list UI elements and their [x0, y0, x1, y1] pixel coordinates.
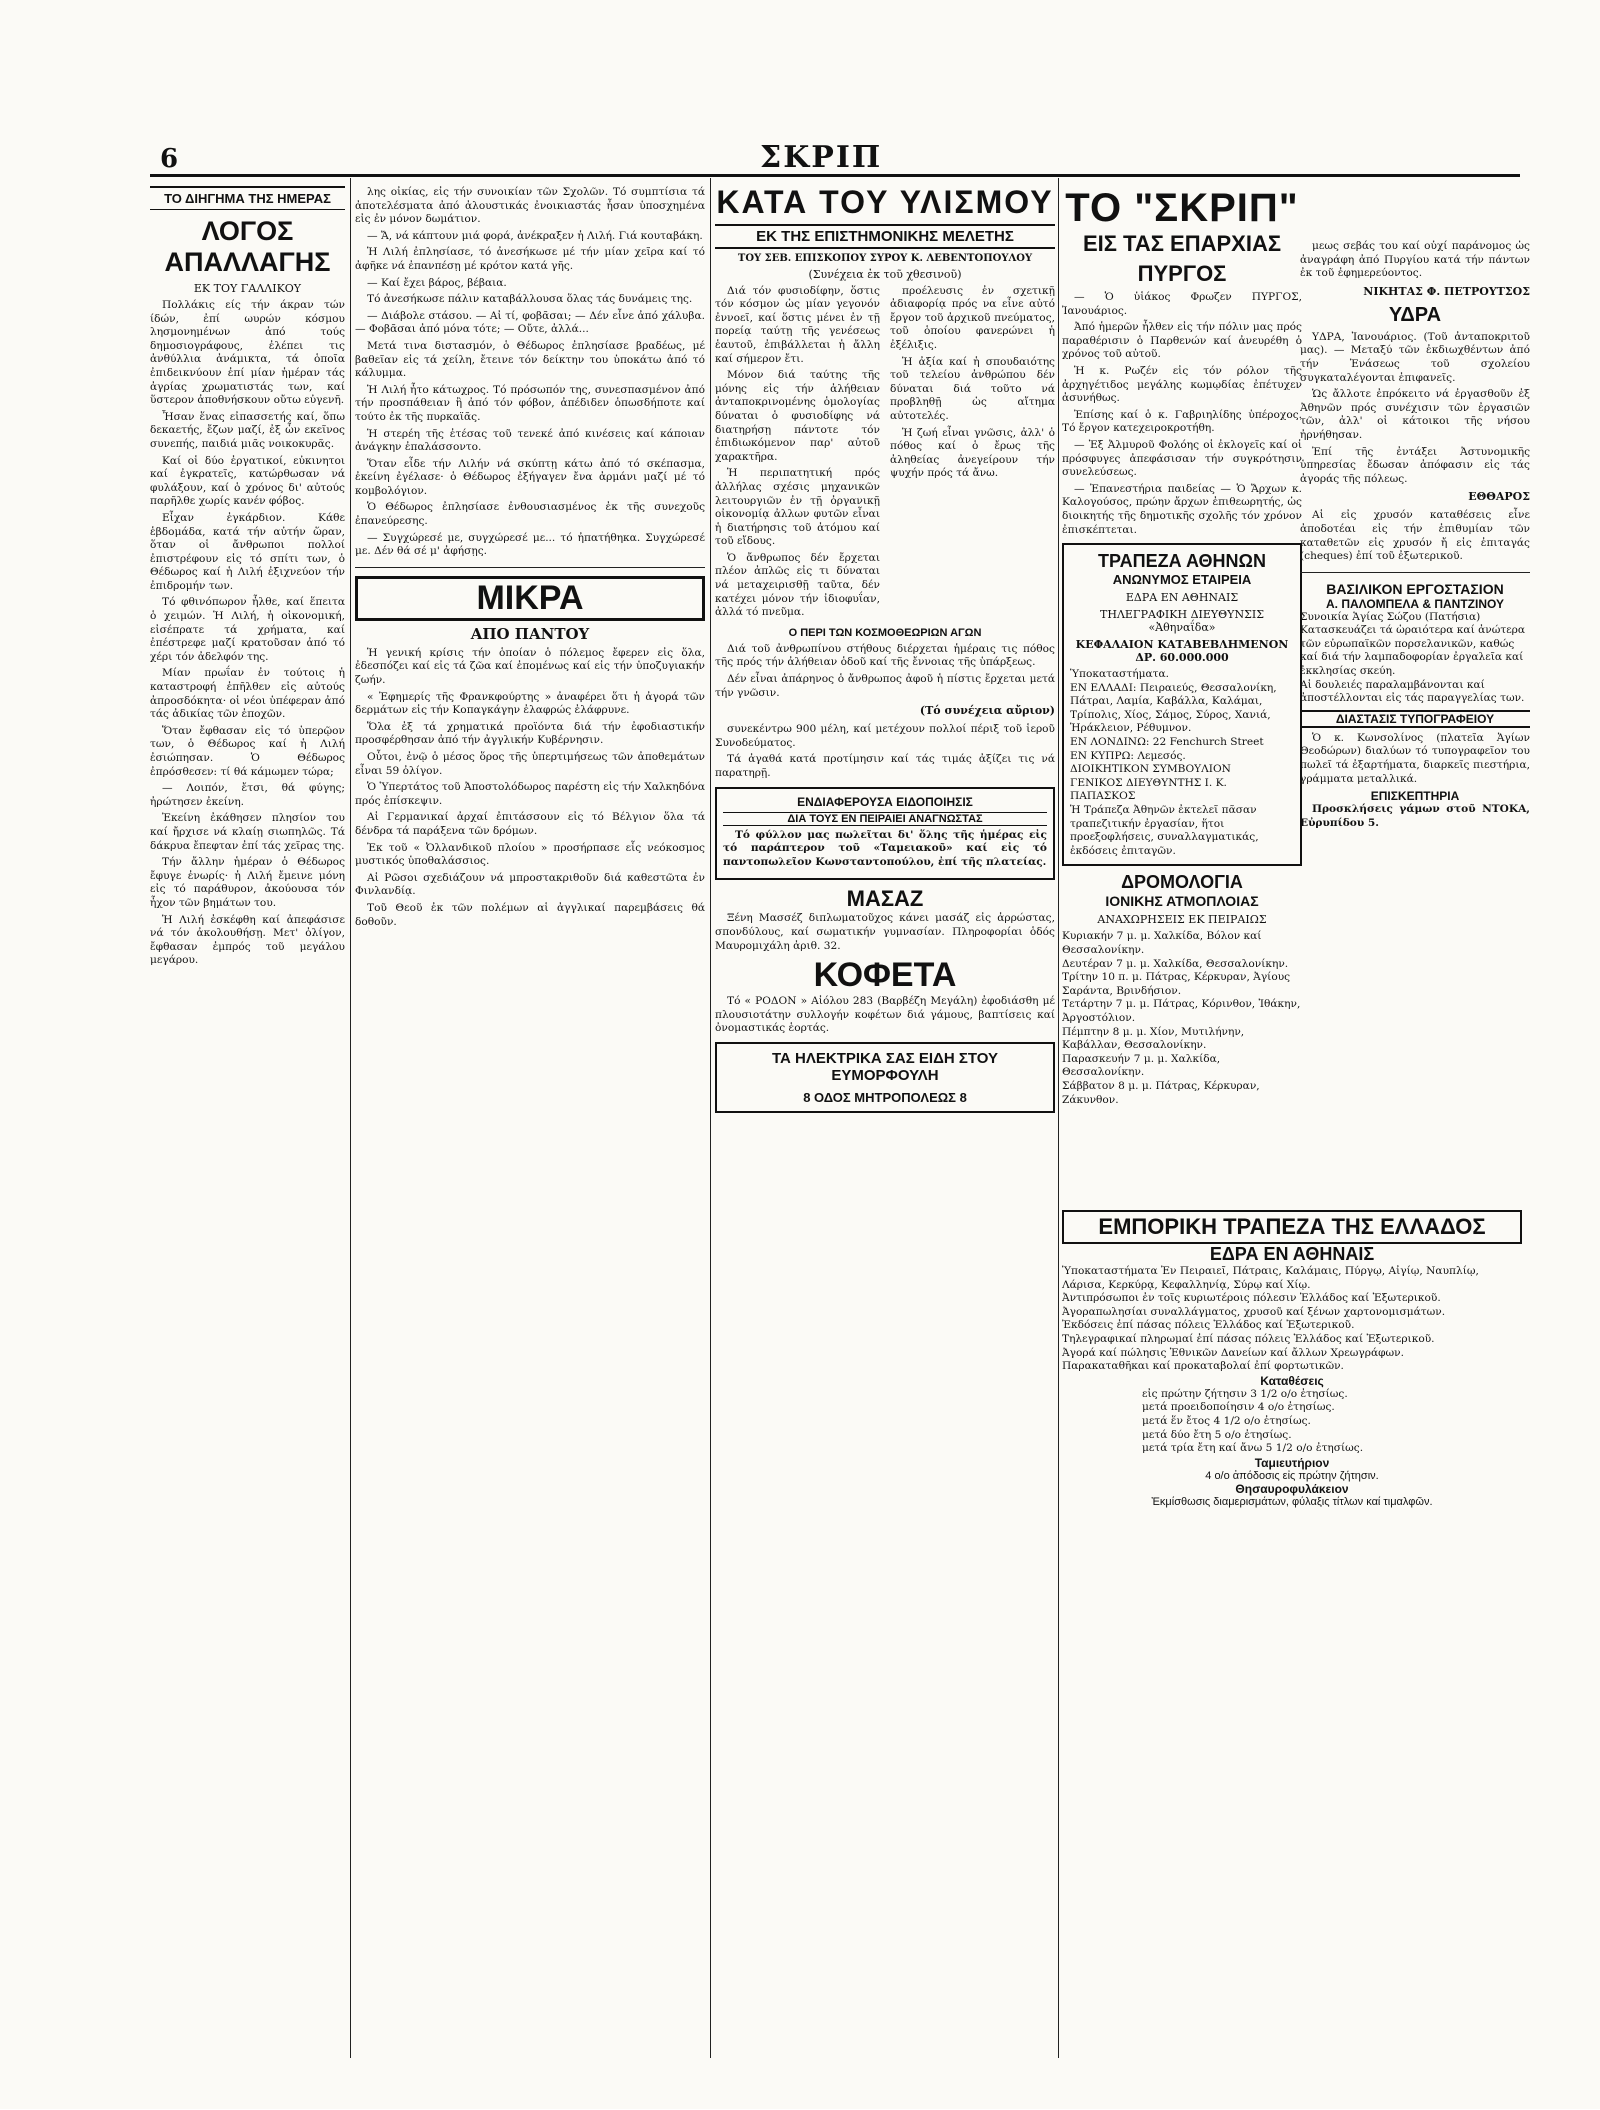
article-paragraph: Ἡ ζωή εἶναι γνῶσις, ἀλλ' ὁ πόθος καί ὁ ἔρως τῆς ἀληθείας ἀνεγείρουν τήν ψυχήν πρός τά ἄνω. [890, 426, 1055, 480]
vault-title: Θησαυροφυλάκειον [1235, 1481, 1349, 1496]
provinces-big-title: ΤΟ "ΣΚΡΙΠ" [1065, 186, 1299, 230]
column-rule [1058, 178, 1059, 2058]
itinerary-line: Παρασκευήν 7 μ. μ. Χαλκίδα, Θεσσαλονίκην. [1062, 1052, 1221, 1079]
sub-article-sign: (Τό συνέχεια αὔριον) [919, 704, 1055, 718]
itinerary-line: Σάββατον 8 μ. μ. Πάτρας, Κέρκυραν, Ζάκυνθον. [1062, 1079, 1260, 1106]
electrical-ad [715, 1042, 1055, 1113]
mikra-body [355, 647, 705, 929]
article-continuation: (Συνέχεια ἐκ τοῦ χθεσινοῦ) [808, 267, 962, 281]
visit-text: Προσκλήσεις γάμων στοῦ ΝΤΟΚΑ, Εὐρυπίδου 5. [1300, 803, 1530, 829]
notice-box-title: ΕΝΔΙΑΦΕΡΟΥΣΑ ΕΙΔΟΠΟΙΗΣΙΣ [797, 794, 973, 809]
provinces-paragraph: — Ἐξ Ἀλμυροῦ Φολόης οἱ ἐκλογεῖς καί οἱ πρόσφυγες ἀπεφάσισαν τήν συγκρότησιν συνελεύσεως. [1062, 438, 1302, 479]
divider [1300, 572, 1530, 573]
electrical-ad-address: 8 ΟΔΟΣ ΜΗΤΡΟΠΟΛΕΩΣ 8 [803, 1089, 967, 1105]
visit-title: ΕΠΙΣΚΕΠΤΗΡΙΑ [1370, 789, 1460, 804]
notice-paragraph: Τά ἀγαθά κατά προτίμησιν καί τάς τιμάς ἀξίζει τις νά παρατηρῇ. [715, 753, 1055, 779]
bank-line: Ἡ Τράπεζα Ἀθηνῶν ἐκτελεῖ πᾶσαν τραπεζιτικήν ἐργασίαν, ἥτοι προεξοφλήσεις, συναλλαγματικάς, ἐκδόσεις ἐπιταγῶν. [1070, 804, 1259, 857]
story-paragraph: Τήν ἄλλην ἡμέραν ὁ Θέδωρος ἔφυγε ἐνωρίς· ἡ Λιλή ἔμεινε μόνη εἰς τό παράθυρον, ἀκούουσα τόν ἦχον τῶν βημάτων του. [150, 856, 345, 909]
article-paragraph: Ἡ περιπατητική πρός ἀλλήλας σχέσις μηχανικῶν λειτουργιῶν ἐν τῇ ὀργανικῇ οἰκονομίᾳ ἀλλων φυτῶν εἶναι ἡ διατήρησις τοῦ ἀτόμου καί τοῦ εἴδους. [715, 467, 880, 548]
mikra-paragraph: Αἱ Ρῶσοι σχεδιάζουν νά μπροστακριθοῦν διά καθεστῶτα ἐν Φινλανδίᾳ. [355, 871, 705, 898]
continuation-paragraph: — Διάβολε στάσου. — Αἰ τί, φοβᾶσαι; — Δέν εἶνε ἀπό χάλυβα. — Φοβᾶσαι ἀπό μόνα τότε; — Οὔτε, ἀλλά... [355, 309, 705, 336]
provinces-paragraph: — Ὁ ὑἱάκος Φρωζεν ΠΥΡΓΟΣ, Ἰανουάριος. [1062, 291, 1302, 317]
bank-telegraphic: ΤΗΛΕΓΡΑΦΙΚΗ ΔΙΕΥΘΥΝΣΙΣ «Ἀθηναΐδα» [1100, 608, 1264, 635]
sub-article-body [715, 643, 1055, 700]
continuation-paragraph: Ἡ Λιλή ἦτο κάτωχρος. Τό πρόσωπόν της, συνεσπασμένον ἀπό τήν προσπάθειαν ἢ ἀπό τόν φόβον, ἀπέδιδεν ὁπωσδήποτε καί τούτο ἐκ τῆς πυρκαϊᾶς. [355, 383, 705, 423]
itinerary-line: Τρίτην 10 π. μ. Πάτρας, Κέρκυραν, Ἀγίους Σαράντα, Βρινδήσιον. [1062, 971, 1291, 997]
commercial-bank-line: Ἀγορά καί πώλησις Ἐθνικῶν Δανείων καί ἄλλων Χρεωγράφων. [1062, 1346, 1404, 1359]
story-paragraph: Ἐκείνη ἐκάθησεν πλησίον του καί ἤρχισε νά κλαίῃ σιωπηλῶς. Τά δάκρυα ἔπεφταν ἐπί τάς χεῖρας της. [150, 812, 345, 852]
bank-title: ΤΡΑΠΕΖΑ ΑΘΗΝΩΝ [1098, 551, 1266, 572]
itineraries-title: ΔΡΟΜΟΛΟΓΙΑ [1121, 872, 1243, 893]
print-text: Ὁ κ. Κωνσολίνος (πλατεῖα Ἁγίων Θεοδώρων) διαλύων τό τυπογραφεῖον του πωλεῖ τά ἐξαρτήματα, διαρκεῖς πιεστήρια, γράμματα μεταλλικά. [1300, 731, 1530, 785]
deposit-line: μετά δύο ἔτη 5 ο/ο ἐτησίως. [1142, 1428, 1292, 1441]
bank-athens-ad [1062, 543, 1302, 866]
continuation-paragraph: — Ἄ, νά κάπτουν μιά φορά, ἀνέκραξεν ἡ Λιλή. Γιά κουταβάκη. [367, 229, 703, 242]
itineraries-subtitle: ΑΝΑΧΩΡΗΣΕΙΣ ΕΚ ΠΕΙΡΑΙΩΣ [1097, 913, 1267, 927]
factory-line: Συνοικία Ἁγίας Σώζου (Πατήσια) [1300, 610, 1481, 623]
article-paragraph: Μόνον διά ταύτης τῆς μόνης εἰς τήν ἀλήθειαν ἀνταποκρινομένης ὁμολογίας δύναται ὁ φυσιοδίφης νά διατηρήσῃ πάντοτε τόν ἐπιδιωκόμενον παρ' αὐτοῦ χαρακτῆρα. [715, 369, 880, 463]
factory-subtitle: Α. ΠΑΛΟΜΠΕΛΑ & ΠΑΝΤΖΙΝΟΥ [1325, 596, 1504, 611]
ydra-paragraph: Ἐπί τῆς ἐντάξει Ἀστυνομικῆς ὑπηρεσίας ἔδωσαν ἀπόφασιν εἰς τάς ἀγοράς τῆς πόλεως. [1300, 445, 1530, 485]
deposits-title: Καταθέσεις [1260, 1373, 1324, 1388]
commercial-bank-line: Ἀγοραπωλησίαι συναλλάγματος, χρυσοῦ καί ξένων χαρτονομισμάτων. [1062, 1305, 1446, 1318]
sub-article-paragraph: Διά τοῦ ἀνθρωπίνου στήθους διέρχεται ἡμέραις τις πόθος τῆς πρός τήν ἀλήθειαν ὁδοῦ καί τῆς ἔννοιας τῆς ὑπάρξεως. [715, 642, 1055, 669]
electrical-ad-title: ΤΑ ΗΛΕΚΤΡΙΚΑ ΣΑΣ ΕΙΔΗ ΣΤΟΥ ΕΥΜΟΡΦΟΥΛΗ [772, 1049, 998, 1084]
story-paragraph: Εἶχαν ἐγκάρδιον. Κάθε ἑβδομάδα, κατά τήν αὐτήν ὥραν, ὅταν οἱ ἄνθρωποι πολλοί ἐπιστρέφουν εἰς τό σπίτι των, ὁ Θέδωρος καί ἡ Λιλή ἐξιχνεύον τήν ἐπιδρομήν των. [150, 511, 345, 592]
deposits-lines [1062, 1388, 1522, 1456]
itineraries-company: ΙΟΝΙΚΗΣ ΑΤΜΟΠΛΟΙΑΣ [1105, 893, 1259, 910]
column-provinces [1062, 186, 1302, 2056]
story-body [150, 299, 345, 968]
bank-lines [1070, 668, 1294, 858]
ydra-paragraph: Ὡς ἄλλοτε ἐπρόκειτο νά ἐργασθοῦν ἐξ Ἀθηνῶν πρός συνέχισιν τῶν ἐργασιῶν τῶν, ἀλλ' οἱ κάτοικοι τῆς νήσου ἠρνήθησαν. [1300, 388, 1530, 441]
article-author: ΤΟΥ ΣΕΒ. ΕΠΙΣΚΟΠΟΥ ΣΥΡΟΥ Κ. ΛΕΒΕΝΤΟΠΟΥΛΟΥ [737, 252, 1033, 264]
mikra-paragraph: « Ἐφημερίς τῆς Φρανκφούρτης » ἀναφέρει ὅτι ἡ ἀγορά τῶν δερμάτων εἰς τήν Κοπαγκάγην ἐλαφρώς ἐλάφρυνε. [355, 690, 705, 717]
sub-article-title: Ο ΠΕΡΙ ΤΩΝ ΚΟΣΜΟΘΕΩΡΙΩΝ ΑΓΩΝ [788, 626, 982, 639]
commercial-bank-line: Ἐκδόσεις ἐπί πάσας πόλεις Ἑλλάδος καί Ἐξωτερικοῦ. [1062, 1319, 1355, 1332]
mikra-paragraph: Τοῦ Θεοῦ ἐκ τῶν πολέμων αἱ ἀγγλικαί παρεμβάσεις θά δοθοῦν. [355, 901, 705, 928]
notice-paragraph: συνεκέντρω 900 μέλη, καί μετέχουν πολλοί πέριξ τοῦ ἱεροῦ Συνοδεύματος. [715, 723, 1055, 749]
sub-article-paragraph: Δέν εἶναι ἀπάρηνος ὁ ἄνθρωπος ἀφοῦ ἡ πίστις ἔρχεται μετά τήν γνῶσιν. [715, 673, 1055, 699]
column-rule [710, 178, 711, 2058]
section-ydra: ΥΔΡΑ [1388, 303, 1442, 326]
page-number: 6 [160, 144, 179, 174]
continuation-paragraph: λης οἰκίας, εἰς τήν συνοικίαν τῶν Σχολῶν. Τό συμπτίσια τά ἀποτελέσματα ἀπό ἀλουστικάς ἐνοικιαστάς ἦσαν ὑποσχημένα εἰς ἐν μόνον δωμάτιον. [355, 186, 705, 226]
mikra-title: ΜΙΚΡΑ [355, 576, 705, 621]
masaz-title: ΜΑΣΑΖ [846, 886, 924, 912]
article-paragraph: Ὁ ἄνθρωπος δέν ἔρχεται πλέον ἀπλῶς εἰς τι δύναται νά μεταχειρισθῇ ταῦτα, δέν κατέχει μόνον τήν ἰδιοφυΐαν, ἀλλά τό πνεῦμα. [715, 551, 880, 619]
itinerary-line: Δευτέραν 7 μ. μ. Χαλκίδα, Θεσσαλονίκην. [1062, 957, 1289, 970]
article-subtitle: ΕΚ ΤΗΣ ΕΠΙΣΤΗΜΟΝΙΚΗΣ ΜΕΛΕΤΗΣ [715, 224, 1055, 249]
mikra-paragraph: Αἱ Γερμανικαί ἀρχαί ἐπιτάσσουν εἰς τό Βέλγιον ὅλα τά δένδρα τά παράξενα τῶν δρόμων. [355, 811, 705, 837]
ydra-paragraph: ΥΔΡΑ, Ἰανουάριος. (Τοῦ ἀνταποκριτοῦ μας). — Μεταξύ τῶν ἐκδιωχθέντων ἀπό τήν Ἐνάσεως τοῦ σχολείου συγκαταλέγονται ἐπιφανεῖς. [1300, 330, 1530, 384]
continuation-paragraph: — Συγχώρεσέ με, συγχώρεσέ με... τό ἠπατήθηκα. Συγχώρεσέ με. Δέν θά σέ μ' ἀφήσῃς. [355, 531, 705, 558]
provinces-paragraph: Ἀπό ἡμερῶν ἦλθεν εἰς τήν πόλιν μας πρός παραθέρισιν ὁ Παρθενών καί ἀνευρέθη ὁ χρόνος τοῦ αὐτοῦ. [1062, 321, 1302, 361]
page-header [150, 140, 1520, 177]
itinerary-line: Τετάρτην 7 μ. μ. Πάτρας, Κόρινθον, Ἰθάκην, Ἀργοστόλιον. [1062, 998, 1301, 1024]
story-paragraph: Ἡ Λιλή ἐσκέφθη καί ἀπεφάσισε νά τόν ἀκολουθήσῃ. Μετ' ὀλίγον, ἔφθασαν ἐμπρός τοῦ μεγάλου μεγάρου. [150, 913, 345, 967]
bank-line: ΕΝ ΕΛΛΑΔΙ: Πειραιεύς, Θεσσαλονίκη, Πάτραι, Λαμία, Καβάλλα, Καλάμαι, Τρίπολις, Χίος, Σάμος, Σύρος, Χανιά, Ἡράκλειον, Ρέθυμνον. [1070, 681, 1277, 735]
column-right [1300, 240, 1530, 2110]
factory-line: Κατασκευάζει τά ὡραιότερα καί ἀνώτερα τῶν εὐρωπαϊκῶν πορσελανικῶν, καθώς καί διά τήν λαμπαδοφορίαν ἐργαλεῖα καί ἐκκλησίας σκεύη. [1300, 624, 1526, 678]
continuation-paragraph: Ὅταν εἶδε τήν Λιλήν νά σκύπτῃ κάτω ἀπό τό σκέπασμα, ἐκείνη ἐγέλασε· ὁ Θέδωρος ἐξήγαγεν ἔνα ἀρμάνι μαζί μέ τό κομβολόγιον. [355, 457, 705, 497]
provinces-paragraph: Ἡ κ. Ρωζέν εἰς τόν ρόλον τῆς ἀρχηγέτιδος μεγάλης κωμῳδίας ἐπέτυχεν ἀσυνήθως. [1062, 364, 1302, 405]
divider [355, 567, 705, 568]
ydra-body [1300, 331, 1530, 487]
article-paragraph: Ἡ ἀξία καί ἡ σπουδαιότης τοῦ τελείου ἀνθρώπου δέν δύναται διά τοῦτο νά προβληθῇ ὡς αἴτημα αὐτοτελές. [890, 355, 1055, 422]
column-story [150, 186, 345, 2056]
notice-body [715, 723, 1055, 780]
story-paragraph: Τό φθινόπωρον ἦλθε, καί ἕπειτα ὁ χειμών. Ἡ Λιλή, ἡ οἰκονομική, εἰσέπρατε τά χρήματα, καί ἐπέστρεφε μαζί κρατοῦσαν ἀπό τό χέρι τόν ἀδελφόν της. [150, 596, 345, 663]
bank-capital: ΚΕΦΑΛΑΙΟΝ ΚΑΤΑΒΕΒΛΗΜΕΝΟΝ ΔΡ. 60.000.000 [1075, 638, 1289, 665]
bank-subtitle: ΑΝΩΝΥΜΟΣ ΕΤΑΙΡΕΙΑ [1112, 572, 1252, 588]
notice-box [715, 787, 1055, 881]
mikra-paragraph: Ἡ γενική κρίσις τήν ὁποίαν ὁ πόλεμος ἔφερεν εἰς ὅλα, ἐδεσπόζει καί εἰς τά ζῶα καί ἐπομένως καί εἰς τήν ὑποζυγιακήν ζωήν. [355, 646, 705, 687]
article-title: ΚΑΤΑ ΤΟΥ ΥΛΙΣΜΟΥ [716, 186, 1054, 220]
story-paragraph: Ἦσαν ἕνας εἰπασσετής καί, ὅπω δεκαετής, ἔζων μαζί, ἐξ ὧν εκεῖνος συνεπής, παιδιά μιᾶς νοικοκυρᾶς. [150, 410, 345, 450]
story-subtitle: ΕΚ ΤΟΥ ΓΑΛΛΙΚΟΥ [193, 282, 302, 295]
column-rule [350, 178, 351, 2058]
deposit-line: μετά τρία ἔτη καί ἄνω 5 1/2 ο/ο ἐτησίως. [1142, 1442, 1364, 1455]
article-columns [715, 285, 1055, 623]
deposit-note: Αἱ εἰς χρυσόν καταθέσεις εἶνε ἀποδοτέαι εἰς τήν ἐπιθυμίαν τῶν καταθετῶν εἰς χρυσόν ἤ εἰς ἐπιταγάς (cheques) ἐπί τοῦ ἐξωτερικοῦ. [1300, 509, 1530, 563]
signature-1: ΝΙΚΗΤΑΣ Φ. ΠΕΤΡΟΥΤΣΟΣ [1363, 284, 1530, 298]
bank-line: ΓΕΝΙΚΟΣ ΔΙΕΥΘΥΝΤΗΣ Ι. Κ. ΠΑΠΑΣΚΟΣ [1070, 776, 1227, 803]
deposit-line: μετά προειδοποίησιν 4 ο/ο ἐτησίως. [1142, 1401, 1335, 1414]
column-article [715, 186, 1055, 2056]
story-rubric: ΤΟ ΔΙΗΓΗΜΑ ΤΗΣ ΗΜΕΡΑΣ [150, 186, 345, 210]
factory-title: ΒΑΣΙΛΙΚΟΝ ΕΡΓΟΣΤΑΣΙΟΝ [1326, 580, 1504, 597]
commercial-bank-line: Παρακαταθῆκαι καί προκαταβολαί ἐπί φορτωτικῶν. [1062, 1360, 1344, 1373]
section-pyrgos: ΠΥΡΓΟΣ [1137, 261, 1227, 286]
deposit-line: εἰς πρώτην ζήτησιν 3 1/2 ο/ο ἐτησίως. [1142, 1387, 1348, 1400]
commercial-bank-lines [1062, 1265, 1522, 1374]
factory-lines [1300, 611, 1530, 706]
mikra-paragraph: Ἐκ τοῦ « Ὀλλανδικοῦ πλοίου » προσήρπασε εἷς νεόκοσμος μυστικός ὑποθαλάσσιος. [355, 841, 705, 868]
story-paragraph: Μίαν πρωΐαν ἐν τούτοις ἡ καταστροφή ἐπῆλθεν εἰς αὐτούς ἀπροσδόκητα· οἱ νέοι ὑπέφεραν ἀπό τάς ἀδικίας τῶν ἐποχῶν. [150, 667, 345, 721]
commercial-bank-ad [1062, 1210, 1522, 1508]
commercial-bank-title: ΕΜΠΟΡΙΚΗ ΤΡΑΠΕΖΑ ΤΗΣ ΕΛΛΑΔΟΣ [1062, 1210, 1522, 1244]
bank-line: ΕΝ ΚΥΠΡΩ: Λεμεσός. [1070, 749, 1186, 762]
provinces-paragraph: — Ἐπανεστήρια παιδείας — Ὁ Ἄρχων κ. Καλογούσος, πρώην ἄρχων ἐπιθεωρητής, ὡς διοικητής τῆς δημοτικῆς σχολῆς τόν χρόνον ἐπισκέπτεται. [1062, 482, 1302, 536]
continuation-paragraph: Μετά τινα διστασμόν, ὁ Θέδωρος ἐπλησίασε βραδέως, μέ βαθεῖαν εἰς τά χείλη, ἔτεινε τόν δείκτην του ὑποκάτω ἀπό τό κάλυμμα. [355, 339, 705, 380]
kofeta-text: Τό « ΡΟΔΟΝ » Αἰόλου 283 (Βαρβέζη Μεγάλη) ἐφοδιάσθη μέ πλουσιοτάτην συλλογήν κοφέτων διά γάμους, βαπτίσεις καί ὀνομαστικάς ἑορτάς. [715, 995, 1055, 1035]
continuation-paragraph: Ἡ στερέη τῆς ἐτέσας τοῦ τενεκέ ἀπό κινέσεις καί κάποιαν ἀνάγκην ἐπαλάσσοντο. [355, 427, 705, 454]
notice-box-subtitle: ΔΙΑ ΤΟΥΣ ΕΝ ΠΕΙΡΑΙΕΙ ΑΝΑΓΝΩΣΤΑΣ [723, 812, 1047, 826]
factory-line: Αἱ δουλειές παραλαμβάνονται καί ἀποστέλλονται εἰς τάς παραγγελίας των. [1300, 678, 1525, 705]
continuation-paragraph: Ἡ Λιλή ἐπλησίασε, τό ἀνεσήκωσε μέ τήν μίαν χεῖρα καί τό ἀφῆκε νά ἐπανπέσῃ μέ κρότον κατά γῆς. [355, 246, 705, 272]
mikra-subtitle: ΑΠΟ ΠΑΝΤΟΥ [470, 624, 590, 643]
story-title: ΛΟΓΟΣ ΑΠΑΛΛΑΓΗΣ [164, 216, 331, 277]
itinerary-line: Πέμπτην 8 μ. μ. Χίον, Μυτιλήνην, Καβάλλαν, Θεσσαλονίκην. [1062, 1025, 1245, 1052]
bank-line: ΕΝ ΛΟΝΔΙΝΩ: 22 Fenchurch Street [1070, 736, 1264, 749]
itinerary-line: Κυριακήν 7 μ. μ. Χαλκίδα, Βόλον καί Θεσσαλονίκην. [1062, 930, 1262, 956]
continuation-body [355, 186, 705, 559]
story-paragraph: Καί οἱ δύο ἐργατικοί, εὐκινητοι καί ἐγκρατεῖς, κατώρθωσαν νά φυλάξουν, καί ὁ χρόνος δι' αὐτούς παρῆλθε χωρίς κανέν φόβος. [150, 454, 345, 508]
bank-line: Ὑποκαταστήματα. [1070, 668, 1170, 681]
provinces-paragraph: Ἐπίσης καί ὁ κ. Γαβριηλίδης ὑπέροχος. Τό ἔργον κατεχειροκροτήθη. [1062, 408, 1302, 435]
savings-title: Ταμιευτήριον [1254, 1455, 1330, 1470]
story-paragraph: Πολλάκις είς τήν άκραν τών ίδών, ἐπί ωυρών κόσμου λησμονημένων ἀπό τούς δημοσιογράφους, ἐλέπει τις ἀνθύλλια ἀνάμικτα, τά ὁποῖα ἐπιδεικνύουν ἐπί μίαν ἡμέραν τάς ἀγρίας χρωματιστάς των, καί ὕστερον ἀποθνήσκουν οὔτω εὐγενῆ. [150, 299, 345, 407]
commercial-bank-line: Τηλεγραφικαί πληρωμαί ἐπί πάσας πόλεις Ἑλλάδος καί Ἐξωτερικοῦ. [1062, 1332, 1435, 1345]
article-paragraph: προέλευσις ἐν σχετικῇ ἀδιαφορίᾳ πρός να εἶνε αὐτό ἔργον τοῦ ἀρχικοῦ πνεύματος, τοῦ ὁποίου φανερώνει ἡ ἐξέλιξις. [890, 284, 1055, 351]
provinces-big-subtitle: ΕΙΣ ΤΑΣ ΕΠΑΡΧΙΑΣ [1082, 231, 1282, 256]
print-title: ΔΙΑΣΤΑΣΙΣ ΤΥΠΟΓΡΑΦΕΙΟΥ [1300, 710, 1530, 728]
bank-seat: ΕΔΡΑ ΕΝ ΑΘΗΝΑΙΣ [1125, 591, 1239, 605]
itineraries-lines [1062, 930, 1302, 1107]
continuation-paragraph: — Καί ἔχει βάρος, βέβαια. [367, 276, 507, 289]
bank-line: ΔΙΟΙΚΗΤΙΚΟΝ ΣΥΜΒΟΥΛΙΟΝ [1070, 763, 1231, 776]
story-paragraph: — Λοιπόν, ἔτσι, θά φύγης; ἠρώτησεν ἐκείνη. [150, 782, 345, 808]
continuation-paragraph: Τό ἀνεσήκωσε πάλιν καταβάλλουσα ὅλας τάς δυνάμεις της. [367, 293, 693, 306]
story-paragraph: Ὅταν ἔφθασαν εἰς τό ὑπερῷον των, ὁ Θέδωρος καί ἡ Λιλή ἐσιώπησαν. Ὁ Θέδωρος ἐπρόσθεσεν: τί θά κάμωμεν τώρα; [150, 724, 345, 778]
provinces-body [1062, 291, 1302, 537]
notice-box-text: Τό φύλλον μας πωλεῖται δι' ὅλης τῆς ἡμέρας εἰς τό παράπτερον τοῦ «Ταμειακοῦ» καί εἰς τό παντοπωλεῖον Κωνσταντοπούλου, ἐπί τῆς πλατείας. [723, 828, 1047, 868]
mikra-paragraph: Οὗτοι, ἐνῷ ὁ μέσος ὅρος τῆς ὑπερτιμήσεως τῶν ἀποθεμάτων εἶναι 59 ὀλίγον. [355, 751, 705, 777]
masthead: ΣΚΡΙΠ [760, 140, 883, 175]
mikra-paragraph: Ὁ Ὑπερτάτος τοῦ Ἀποστολόδωρος παρέστη εἰς τήν Χαλκηδόνα πρός ἐπίσκεψιν. [355, 781, 705, 807]
vault-text: Ἐκμίσθωσις διαμερισμάτων, φύλαξις τίτλων καί τιμαλφῶν. [1151, 1495, 1433, 1508]
savings-text: 4 ο/ο ἀπόδοσις εἰς πρώτην ζήτησιν. [1205, 1469, 1379, 1482]
commercial-bank-line: Ὑποκαταστήματα Ἐν Πειραιεῖ, Πάτραις, Καλάμαις, Πύργῳ, Αἰγίῳ, Ναυπλίῳ, Λάρισα, Κερκύρᾳ, Κεφαλληνίᾳ, Σύρῳ καί Χίῳ. [1062, 1265, 1479, 1291]
article-body-b [890, 285, 1055, 623]
commercial-bank-line: Ἀντιπρόσωποι ἐν τοῖς κυριωτέροις πόλεσιν Ἑλλάδος καί Ἐξωτερικοῦ. [1062, 1292, 1441, 1305]
deposit-line: μετά ἕν ἔτος 4 1/2 ο/ο ἐτησίως. [1142, 1414, 1311, 1427]
commercial-bank-seat: ΕΔΡΑ ΕΝ ΑΘΗΝΑΙΣ [1209, 1244, 1375, 1264]
kofeta-title: ΚΟΦΕΤΑ [813, 956, 957, 995]
signature-2: ΕΘΘΑΡΟΣ [1468, 490, 1530, 504]
article-paragraph: Διά τόν φυσιοδίφην, ὅστις τόν κόσμον ὡς μίαν γεγονόν ἐννοεῖ, καί ὅστις μένει ἐν τῇ πορείᾳ ταύτῃ τῆς γενέσεως ἑαυτοῦ, ἐπιβάλλεται ἡ ἄλλη καί σήμερον ἔτι. [715, 284, 880, 365]
intro-text: μεως σεβάς του καί οὐχί παράνομος ὡς ἀναγράφη ἀπό Πυργίου κατά τήν πάντων ἐκ τοῦ ἐφημερεύοντος. [1300, 240, 1530, 280]
column-continuation [355, 186, 705, 2056]
continuation-paragraph: Ὁ Θέδωρος ἐπλησίασε ἐνθουσιασμένος ἐκ τῆς συνεχοῦς ἐπανεύρεσης. [355, 501, 705, 528]
masaz-text: Ξένη Μασσέζ διπλωματοῦχος κάνει μασάζ εἰς ἀρρώστας, σπονδύλους, καί σωματικήν γυμνασίαν. Πληροφορίαι ὁδός Μαυρομιχάλη ἀριθ. 32. [715, 912, 1055, 952]
article-body-a [715, 285, 880, 623]
mikra-paragraph: Ὅλα ἐξ τά χρηματικά προϊόντα διά τήν ἐφοδιαστικήν προσφέρθησαν ἀπό τήν ἀγγλικήν Κυβέρνησιν. [355, 720, 705, 747]
